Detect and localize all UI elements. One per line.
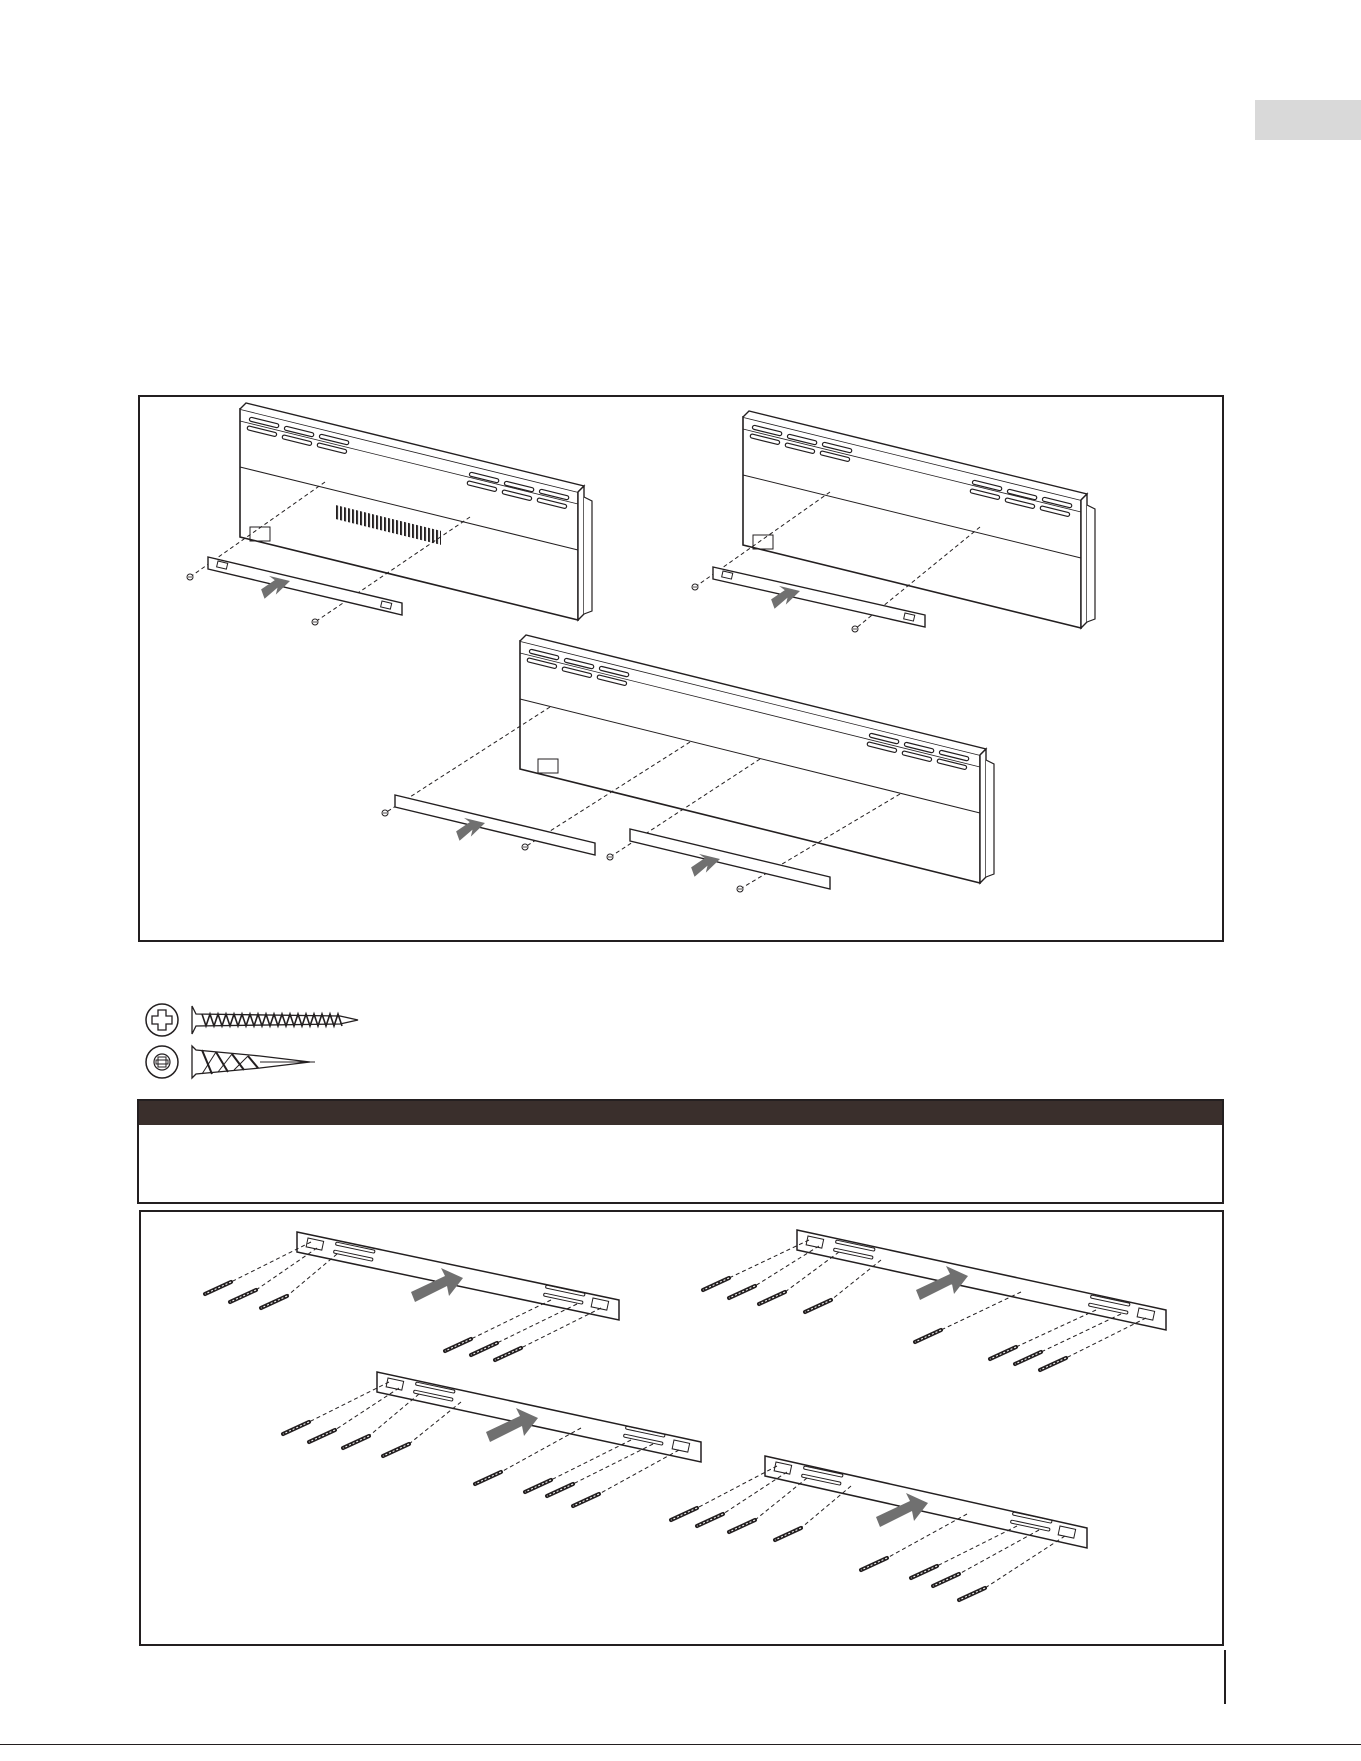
notice-box [137,1099,1224,1204]
unit-large-center [382,635,994,892]
unit-small-right [692,411,1095,632]
bracket-short-a [205,1232,619,1360]
phillips-screw-icon [146,1004,358,1036]
bracket-long-b [671,1456,1087,1600]
hardware-legend [140,1000,350,1095]
bracket-removal-diagram [140,397,1226,944]
bracket-mounting-figure [139,1210,1224,1646]
bracket-removal-figure [138,395,1224,942]
unit-small-left [187,403,592,625]
drywall-anchor-icon [146,1046,315,1078]
bracket-long-a [283,1372,701,1506]
bracket-mounting-diagram [141,1212,1226,1648]
bracket-short-b [703,1230,1166,1370]
footer-line [0,1744,1361,1745]
page-edge-rule [1224,1650,1226,1704]
notice-header-bar [139,1101,1222,1125]
language-tab [1255,100,1361,140]
